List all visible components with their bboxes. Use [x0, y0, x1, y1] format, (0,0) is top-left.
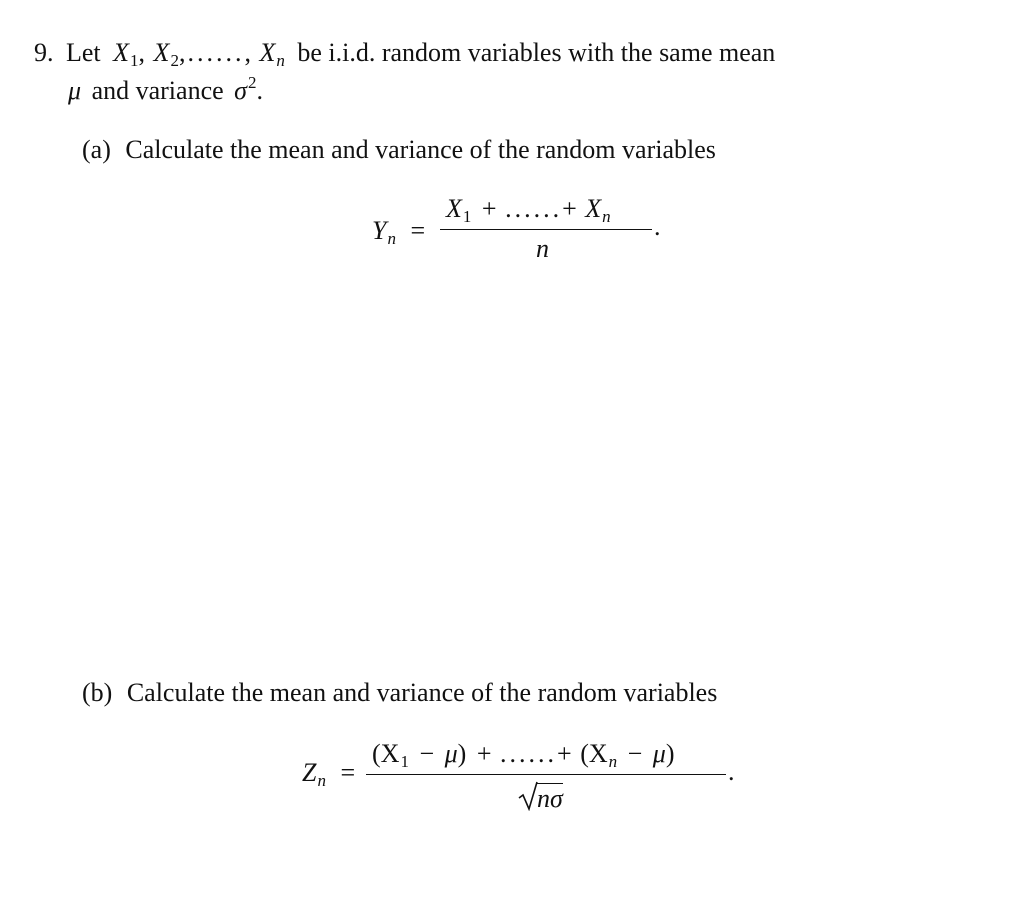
part-a-text: Calculate the mean and variance of the random variables [125, 135, 716, 164]
problem-number: 9. [34, 38, 54, 67]
part-a-statement [82, 137, 716, 163]
equals-sign: = [340, 758, 356, 787]
ellipsis: ...... [187, 38, 245, 67]
part-b-text: Calculate the mean and variance of the random variables [126, 678, 718, 707]
problem-intro-rest: be i.i.d. random variables with the same mean [297, 38, 776, 67]
var-xn: $X_n$ [259, 38, 285, 70]
mu-symbol: μ [68, 76, 82, 105]
and-variance-text: and variance [91, 76, 224, 105]
var-x2: $X_2$ [153, 38, 179, 70]
part-b-label: (b) [82, 678, 113, 707]
var-x1: $X_1$ [113, 38, 139, 70]
problem-intro-line1: 9. Let $X_1$, $X_2$,......, $X_n$ be i.i.d. random variables with the same mean [34, 38, 776, 70]
zn-numerator: $(X_1 - \mu)$ + ......+ $(X_n - \mu)$ [372, 739, 675, 771]
square-root-icon [518, 781, 538, 811]
zn-lhs: $Z_n$ = [302, 758, 356, 790]
yn-denominator: n [536, 234, 549, 263]
problem-let: Let [66, 38, 101, 67]
yn-period: . [654, 212, 661, 241]
part-a-label: (a) [82, 135, 111, 164]
yn-fraction-bar [440, 229, 652, 230]
zn-denominator: nσ [518, 781, 563, 812]
zn-period: . [728, 757, 735, 786]
part-b-statement [82, 680, 717, 706]
sigma-squared: $\sigma^2$ [234, 73, 257, 105]
zn-fraction-bar [366, 774, 726, 775]
problem-intro-line2: μ and variance $\sigma^2$. [68, 73, 263, 105]
yn-lhs: $Y_n$ = [372, 216, 426, 248]
equals-sign: = [410, 216, 426, 245]
yn-numerator: $X_1$ + ......+ $X_n$ [446, 194, 611, 226]
